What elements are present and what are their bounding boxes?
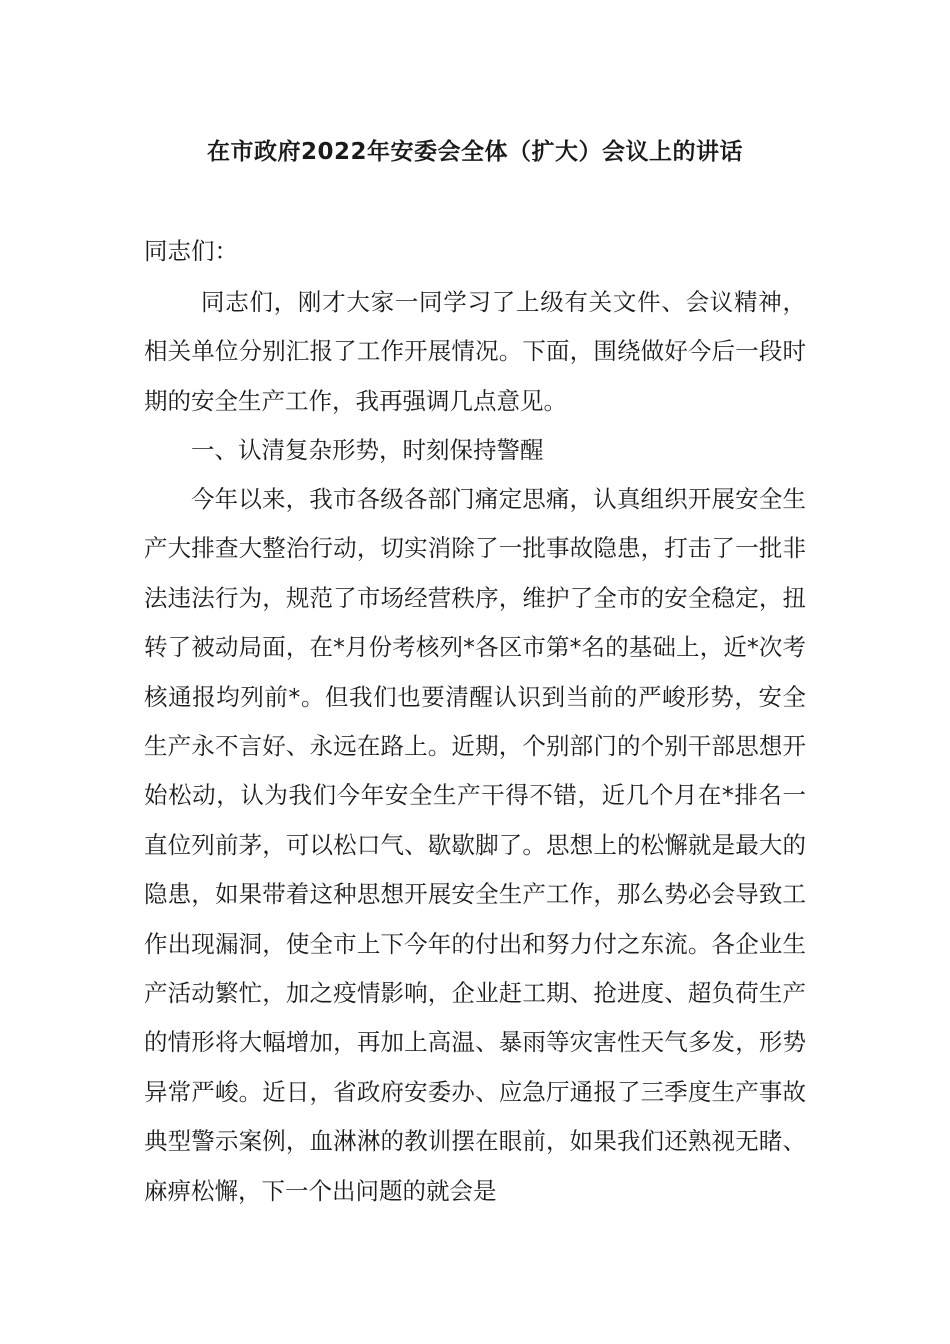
paragraph-intro: 同志们，刚才大家一同学习了上级有关文件、会议精神，相关单位分别汇报了工作开展情况。下面，围绕做好今后一段时期的安全生产工作，我再强调几点意见。 [144,288,806,415]
salutation: 同志们： [144,237,238,265]
section-heading-1: 一、认清复杂形势，时刻保持警醒 [191,436,544,464]
paragraph-section-1: 今年以来，我市各级各部门痛定思痛，认真组织开展安全生产大排查大整治行动，切实消除了一批事故隐患，打击了一批非法违法行为，规范了市场经营秩序，维护了全市的安全稳定，扭转了被动局面，在*月份考核列*各区市第*名的基础上，近*次考核通报均列前*。但我们也要清醒认识到当前的严峻形势，安全生产永不言好、永远在路上。近期，个别部门的个别干部思想开始松动，认为我们今年安全生产干得不错，近几个月在*排名一直位列前茅，可以松口气、歇歇脚了。思想上的松懈就是最大的隐患，如果带着这种思想开展安全生产工作，那么势必会导致工作出现漏洞，使全市上下今年的付出和努力付之东流。各企业生产活动繁忙，加之疫情影响，企业赶工期、抢进度、超负荷生产的情形将大幅增加，再加上高温、暴雨等灾害性天气多发，形势异常严峻。近日，省政府安委办、应急厅通报了三季度生产事故典型警示案例，血淋淋的教训摆在眼前，如果我们还熟视无睹、麻痹松懈，下一个出问题的就会是 [144,485,806,1205]
document-title: 在市政府2022年安委会全体（扩大）会议上的讲话 [206,139,743,165]
